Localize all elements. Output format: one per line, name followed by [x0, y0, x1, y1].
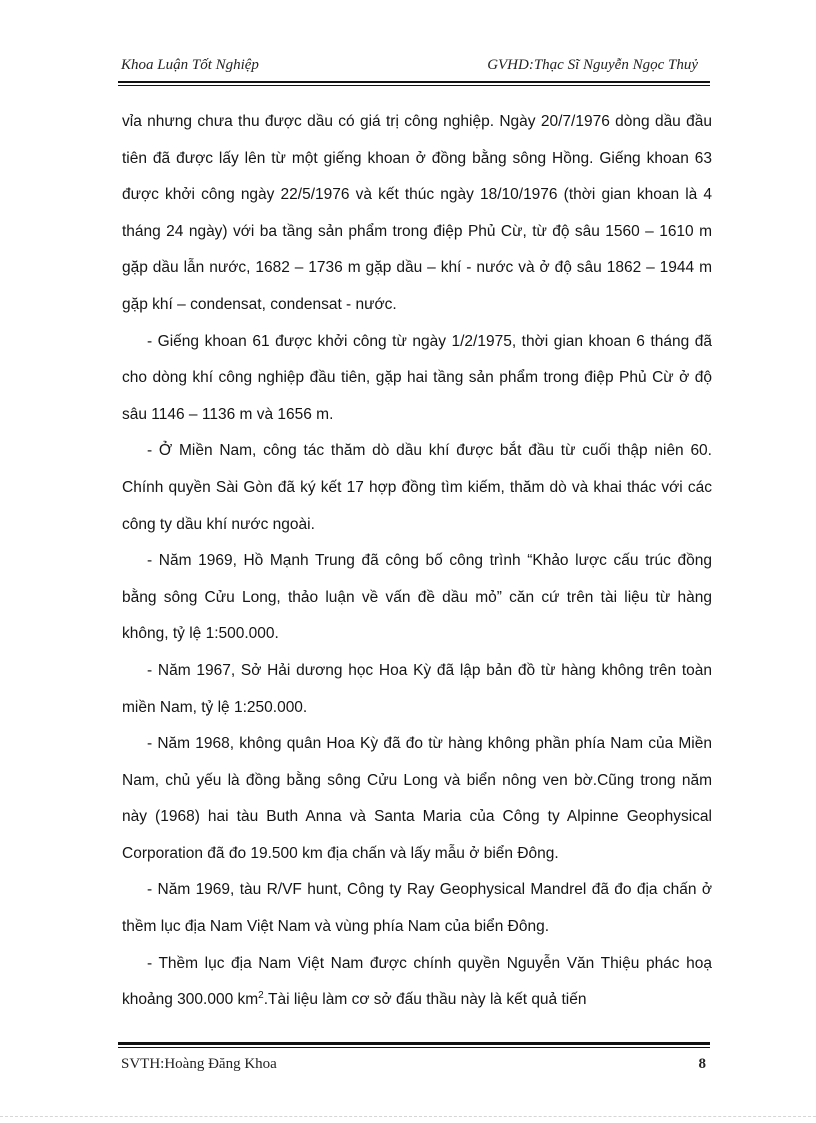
paragraph: vỉa nhưng chưa thu được dầu có giá trị công nghiệp. Ngày 20/7/1976 dòng dầu đầu tiên đã được lấy lên từ một giếng khoan ở đồng bằng sông Hồng. Giếng khoan 63 được khởi công ngày 22/5/1976 và kết thúc ngày 18/10/1976 (thời gian khoan là 4 tháng 24 ngày) với ba tầng sản phẩm trong điệp Phủ Cừ, từ độ sâu 1560 – 1610 m gặp dầu lẫn nước, 1682 – 1736 m gặp dầu – khí - nước và ở độ sâu 1862 – 1944 m gặp khí – condensat, condensat - nước. [122, 113, 712, 313]
header-supervisor: GVHD:Thạc Sĩ Nguyễn Ngọc Thuỷ [487, 56, 698, 73]
paragraph-text-after: .Tài liệu làm cơ sở đấu thầu này là kết quả tiến [263, 991, 587, 1009]
paragraph-text-before: - Thềm lục địa Nam Việt Nam được chính quyền Nguyễn Văn Thiệu phác hoạ khoảng 300.000 km [122, 954, 712, 1009]
header-rule-thick [118, 81, 710, 83]
paragraph: - Năm 1969, tàu R/VF hunt, Công ty Ray Geophysical Mandrel đã đo địa chấn ở thềm lục địa Nam Việt Nam và vùng phía Nam của biển Đông. [122, 881, 712, 936]
superscript-exponent: 2 [258, 990, 264, 1002]
footer-rule-thick [118, 1042, 710, 1045]
paragraph: - Giếng khoan 61 được khởi công từ ngày 1/2/1975, thời gian khoan 6 tháng đã cho dòng khí công nghiệp đầu tiên, gặp hai tầng sản phẩm trong điệp Phủ Cừ ở độ sâu 1146 – 1136 m và 1656 m. [122, 332, 712, 423]
page-number: 8 [698, 1055, 706, 1072]
footer-author: SVTH:Hoàng Đăng Khoa [121, 1055, 277, 1072]
footer-rule-thin [118, 1047, 710, 1048]
paragraph: - Năm 1968, không quân Hoa Kỳ đã đo từ hàng không phần phía Nam của Miền Nam, chủ yếu là đồng bằng sông Cửu Long và biển nông ven bờ.Cũng trong năm này (1968) hai tàu Buth Anna và Santa Maria của Công ty Alpinne Geophysical Corporation đã đo 19.500 km địa chấn và lấy mẫu ở biển Đông. [122, 735, 712, 862]
page-footer [121, 1053, 706, 1075]
page-body [122, 104, 712, 1019]
header-rule-thin [118, 85, 710, 86]
page-boundary-divider [0, 1116, 816, 1117]
paragraph-continued [122, 946, 712, 1019]
paragraph: - Ở Miền Nam, công tác thăm dò dầu khí được bắt đầu từ cuối thập niên 60. Chính quyền Sài Gòn đã ký kết 17 hợp đồng tìm kiếm, thăm dò và khai thác với các công ty dầu khí nước ngoài. [122, 442, 712, 533]
paragraph: - Năm 1967, Sở Hải dương học Hoa Kỳ đã lập bản đồ từ hàng không trên toàn miền Nam, tỷ lệ 1:250.000. [122, 661, 712, 716]
header-thesis-title: Khoa Luận Tốt Nghiệp [121, 56, 259, 73]
paragraph: - Năm 1969, Hồ Mạnh Trung đã công bố công trình “Khảo lược cấu trúc đồng bằng sông Cửu Long, thảo luận về vấn đề dầu mỏ” căn cứ trên tài liệu từ hàng không, tỷ lệ 1:500.000. [122, 552, 712, 643]
page-header [121, 50, 698, 80]
